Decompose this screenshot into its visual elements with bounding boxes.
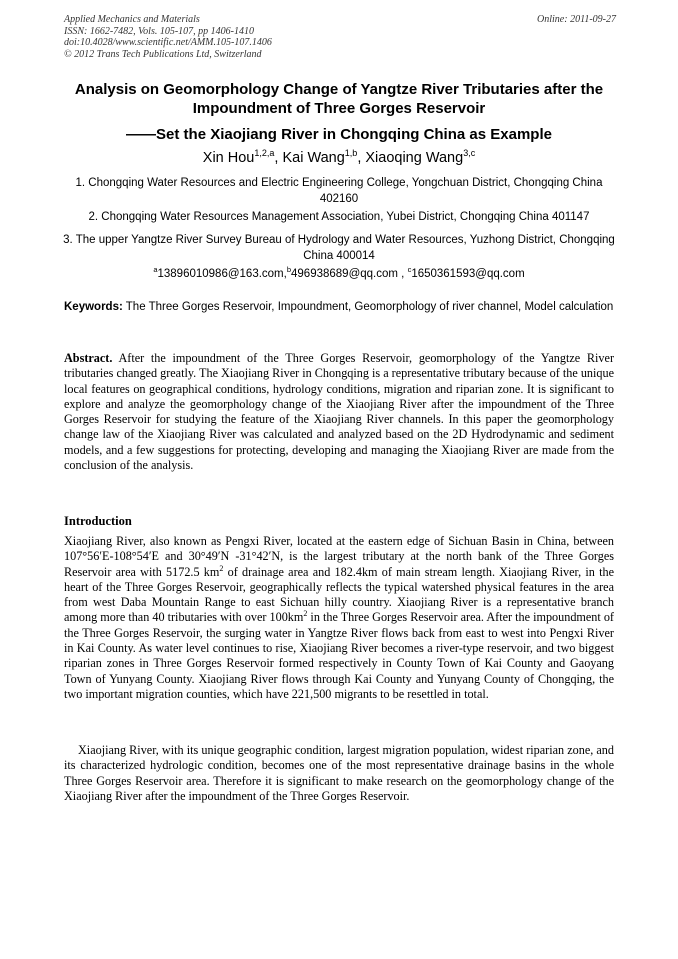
email-sup: a xyxy=(153,265,158,274)
email-link[interactable]: 13896010986@163.com, xyxy=(157,268,287,280)
affiliation-2: 2. Chongqing Water Resources Management Association, Yubei District, Chongqing China 401147 xyxy=(88,211,590,223)
superscript: 2 xyxy=(219,563,224,573)
author-sup: 1,b xyxy=(344,148,358,158)
intro-paragraph-2: Xiaojiang River, with its unique geographic condition, largest migration population, widest riparian zone, and its characterized hydrologic condition, becomes one of the most representative drainage basins in the whole Three Gorges Reservoir area. Therefore it is significant to make research on the geomorphology change of the Xiaojiang River after the impoundment of the Three Gorges Reservoir. xyxy=(64,743,614,803)
abstract xyxy=(64,351,614,473)
email-link[interactable]: 496938689@qq.com , xyxy=(291,268,408,280)
email-link[interactable]: 1650361593@qq.com xyxy=(411,268,525,280)
author-sup: 1,2,a xyxy=(254,148,275,158)
intro-text: of drainage area and 182.4km of main stream length. Xiaojiang River, in the heart of the Three Gorges Reservoir, geographically reflects the typical watershed physical features in the area from west Daba Mountain Range to east Sichuan hilly country. Xiaojiang River is a representative branch among more than 40 tributaries with over 100km xyxy=(64,564,614,625)
author-list: Xin Hou$^{1,2,a}$, Kai Wang$^{1,b}$, Xiaoqing Wang$^{3,c}$ xyxy=(202,148,476,166)
author-sup: 3,c xyxy=(463,148,476,158)
author-name: Kai Wang xyxy=(282,150,345,166)
online-date: Online: 2011-09-27 xyxy=(537,14,616,25)
journal-issn: ISSN: 1662-7482, Vols. 105-107, pp 1406-1410 xyxy=(64,25,254,37)
intro-text: in the Three Gorges Reservoir area. After the impoundment of the Three Gorges Reservoir, the surging water in Yangtze River flows back from east to west into Pengxi River in Kai County. As water level continues to rise, Xiaojiang River becomes a river-type reservoir, and two biggest riparian zones in Three Gorges Reservoir formed respectively in County Town of Kai County and Gaoyang Town of Yunyang County. Xiaojiang River flows through Kai County and Yunyang County of Chongqing, the two important migration counties, which have 221,500 migrants to be resettled in total. xyxy=(64,610,614,701)
abstract-label: Abstract. xyxy=(64,351,113,365)
journal-doi: doi:10.4028/www.scientific.net/AMM.105-107.1406 xyxy=(64,37,272,48)
keywords xyxy=(64,300,614,316)
section-heading-introduction: Introduction xyxy=(64,514,132,528)
author-name: Xin Hou xyxy=(202,150,255,166)
paper-title: Analysis on Geomorphology Change of Yangtze River Tributaries after the Impoundment of Three Gorges Reservoir xyxy=(74,81,604,117)
abstract-text: After the impoundment of the Three Gorges Reservoir, geomorphology of the Yangtze River tributaries changed greatly. The Xiaojiang River in Chongqing is a representative tributary because of the unique local features on geographical conditions, hydrology conditions, migration and riparian zone. It is significant to explore and analyze the geomorphology change of the Xiaojiang River after the impoundment of the Three Gorges Reservoir for studying the feature of the Xiaojiang River channels. In this paper the geomorphology change law of the Xiaojiang River was calculated and analyzed based on the 2D Hydrodynamic and sediment models, and a few suggestions for protecting, developing and managing the Xiaojiang River are made from the conclusion of the analysis. xyxy=(64,351,614,473)
keywords-text: The Three Gorges Reservoir, Impoundment, Geomorphology of river channel, Model calculation xyxy=(122,301,614,313)
author-name: Xiaoqing Wang xyxy=(365,150,464,166)
intro-text: Xiaojiang River, also known as Pengxi River, located at the eastern edge of Sichuan Basin in China, between 107°56′E-108°54′E and 30°49′N -31°42′N, is the largest tributary at the north bank of the Three Gorges Reservoir area with 5172.5 km xyxy=(64,534,614,579)
email-sup: c xyxy=(407,265,412,274)
journal-copyright: © 2012 Trans Tech Publications Ltd, Switzerland xyxy=(64,48,262,60)
superscript: 2 xyxy=(303,609,308,619)
intro-paragraph-1 xyxy=(64,534,614,702)
journal-info xyxy=(64,14,272,60)
email-sup: b xyxy=(286,265,292,274)
keywords-label: Keywords: xyxy=(64,301,123,313)
affiliation-1: 1. Chongqing Water Resources and Electric Engineering College, Yongchuan District, Chongqing China 402160 xyxy=(75,177,603,205)
affiliation-3: 3. The upper Yangtze River Survey Bureau of Hydrology and Water Resources, Yuzhong District, Chongqing China 400014 xyxy=(63,234,615,262)
journal-name: Applied Mechanics and Materials xyxy=(64,14,200,25)
email-list xyxy=(60,266,618,282)
paper-subtitle: ——Set the Xiaojiang River in Chongqing China as Example xyxy=(126,126,552,143)
